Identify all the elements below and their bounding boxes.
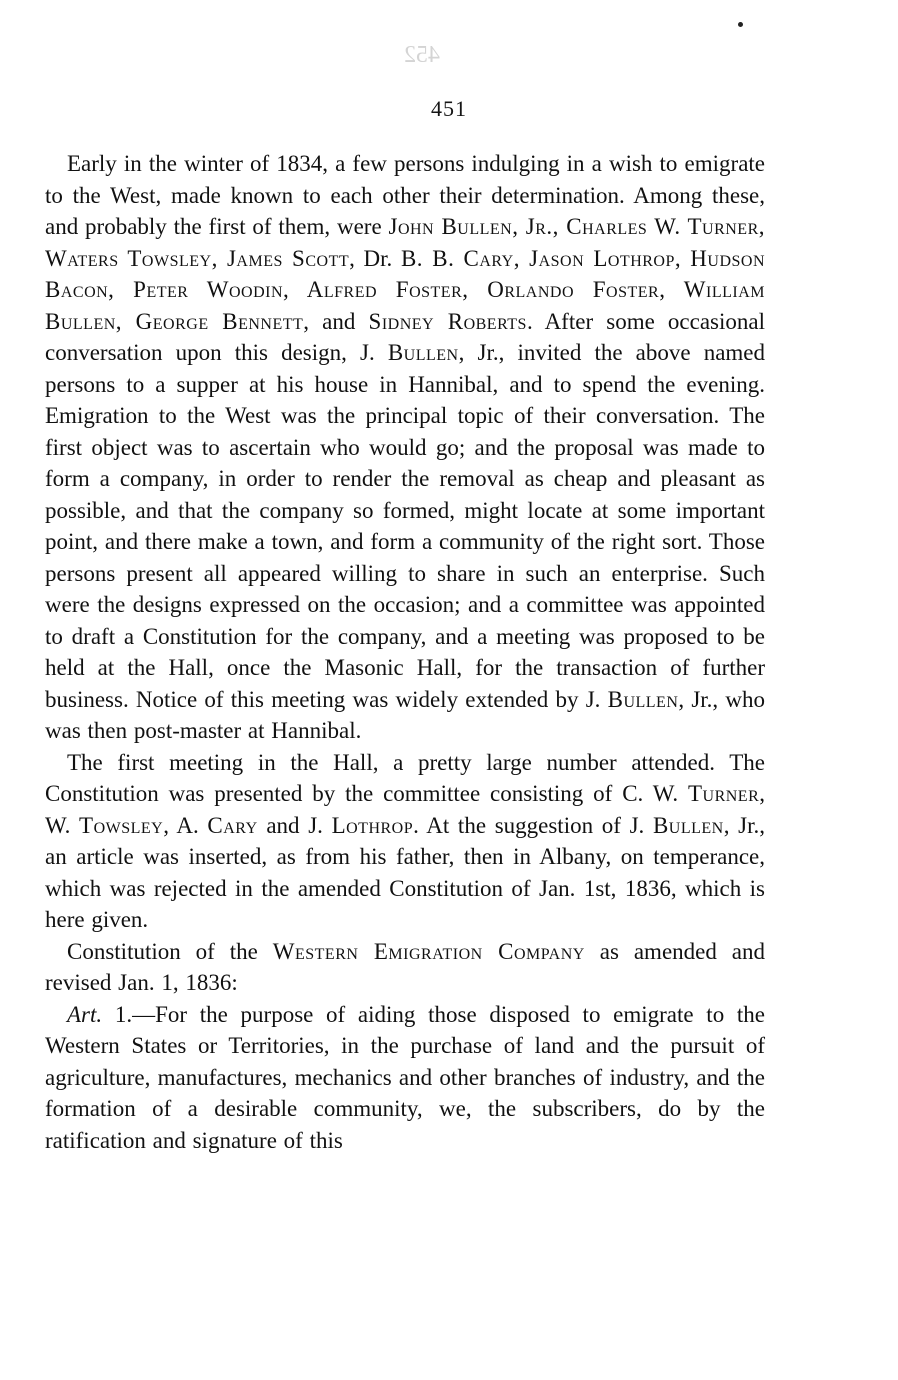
- text-run: , W.: [45, 781, 765, 838]
- text-run: as amended and revised Jan. 1, 1836:: [45, 938, 765, 995]
- small-caps-name: John Bullen, Jr., Charles W. Turner, Waters Towsley, James Scott: [45, 214, 766, 271]
- article-label: Art.: [67, 1001, 103, 1027]
- text-run: . After some occasional conversation upon this design, J.: [45, 308, 765, 365]
- bleedthrough-page-number: 452: [404, 42, 440, 68]
- text-run: . At the suggestion of J.: [413, 812, 653, 838]
- paragraph-2: [45, 747, 765, 936]
- page-number: 451: [431, 96, 467, 121]
- text-run: 1.—For the purpose of aiding those disposed to emigrate to the Western States or Territories, in the purchase of land and the pursuit of agriculture, manufactures, mechanics and other branches of industry, and the formation of a desirable community, we, the subscribers, do by the ratification and signature of this: [45, 1001, 765, 1153]
- small-caps-name: Western Emigration Company: [272, 938, 585, 964]
- small-caps-name: Turner: [687, 781, 760, 806]
- text-run: Early in the winter of 1834, a few persons indulging in a wish to emigrate to the West, made known to each other their determination. Among these, and probably the first of them, were: [45, 151, 765, 239]
- text-run: The first meeting in the Hall, a pretty large number attended. The Constitution was presented by the committee consisting of C. W.: [45, 749, 765, 806]
- small-caps-name: Bullen: [607, 686, 679, 712]
- paragraph-1: [45, 148, 765, 747]
- text-run: , Jr., invited the above named persons to a supper at his house in Hannibal, and to spend the evening. Emigration to the West was the principal topic of their conversation. The first object was to ascertain who would go; and the proposal was made to form a company, in order to render the removal as cheap and pleasant as possible, and that the company so formed, might locate at some important point, and there make a town, and form a community of the right sort. Those persons present all appeared willing to share in such an enterprise. Such were the designs expressed on the occasion; and a committee was appointed to draft a Constitution for the company, and a meeting was proposed to be held at the Hall, once the Masonic Hall, for the transaction of further business. Notice of this meeting was widely extended by J.: [45, 340, 766, 712]
- paragraph-4: [45, 999, 765, 1157]
- text-run: , Jr., who was then post-master at Hannibal.: [45, 686, 765, 743]
- paragraph-3: [45, 936, 765, 999]
- small-caps-name: Bullen: [652, 812, 724, 838]
- text-run: and J.: [257, 812, 332, 838]
- small-caps-name: Bullen: [387, 340, 459, 365]
- small-caps-name: Sidney Roberts: [368, 308, 527, 334]
- text-run: Constitution of the: [67, 938, 273, 964]
- small-caps-name: Towsley: [79, 812, 164, 838]
- body-text: [45, 148, 765, 1156]
- text-run: , A.: [163, 812, 208, 838]
- small-caps-name: Cary: [207, 812, 258, 838]
- small-caps-name: Lothrop: [331, 812, 414, 838]
- text-run: , Jr., an article was inserted, as from his father, then in Albany, on temperance, which was rejected in the amended Constitution of Jan. 1st, 1836, which is here given.: [45, 812, 765, 932]
- text-run: , Dr.: [349, 245, 401, 271]
- ink-speck: [738, 22, 743, 27]
- text-run: , and: [303, 308, 369, 334]
- small-caps-name: B. B. Cary, Jason Lothrop, Hudson Bacon, Peter Woodin, Alfred Foster, Orlando Foster, William Bullen, George Bennett: [45, 245, 766, 334]
